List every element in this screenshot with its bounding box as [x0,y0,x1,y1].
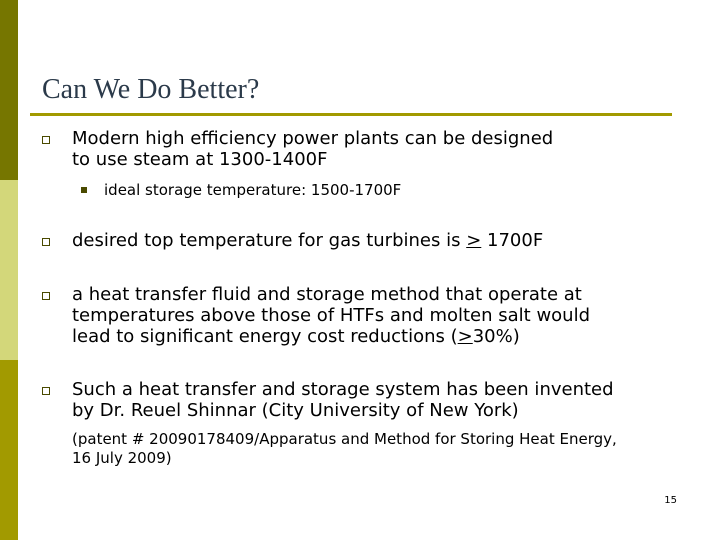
greater-equal-symbol: > [457,326,473,347]
sidebar-stripe [0,0,18,540]
bullet-marker-icon [42,136,50,144]
sub-bullet-marker-icon [81,187,87,193]
bullet-item [72,284,590,347]
slide-title: Can We Do Better? [42,74,260,105]
bullet-marker-icon [42,238,50,246]
slide-number: 15 [664,495,677,506]
bullet-line: to use steam at 1300-1400F [72,149,328,170]
note-line: 16 July 2009) [72,449,172,467]
patent-note [72,430,617,468]
bullet-text: 30%) [472,326,520,347]
note-line: (patent # 20090178409/Apparatus and Method for Storing Heat Energy, [72,430,617,448]
bullet-text: lead to significant energy cost reductions ( [72,326,458,347]
bullet-line: temperatures above those of HTFs and molten salt would [72,305,591,326]
title-underline-rule [30,113,672,116]
bullet-item [72,379,614,421]
bullet-marker-icon [42,387,50,395]
bullet-line: Modern high efficiency power plants can be designed [72,128,554,149]
bullet-text: 1700F [481,230,544,251]
bullet-text: desired top temperature for gas turbines is [72,230,467,251]
bullet-item [72,230,543,251]
bullet-line: Such a heat transfer and storage system has been invented [72,379,614,400]
sidebar-segment [0,360,18,540]
bullet-line: by Dr. Reuel Shinnar (City University of New York) [72,400,519,421]
bullet-line [72,326,590,347]
bullet-line: a heat transfer fluid and storage method that operate at [72,284,582,305]
sidebar-segment [0,0,18,180]
greater-equal-symbol: > [466,230,482,251]
sidebar-segment [0,180,18,360]
bullet-item [72,128,553,170]
sub-bullet-item: ideal storage temperature: 1500-1700F [104,181,402,199]
bullet-marker-icon [42,292,50,300]
